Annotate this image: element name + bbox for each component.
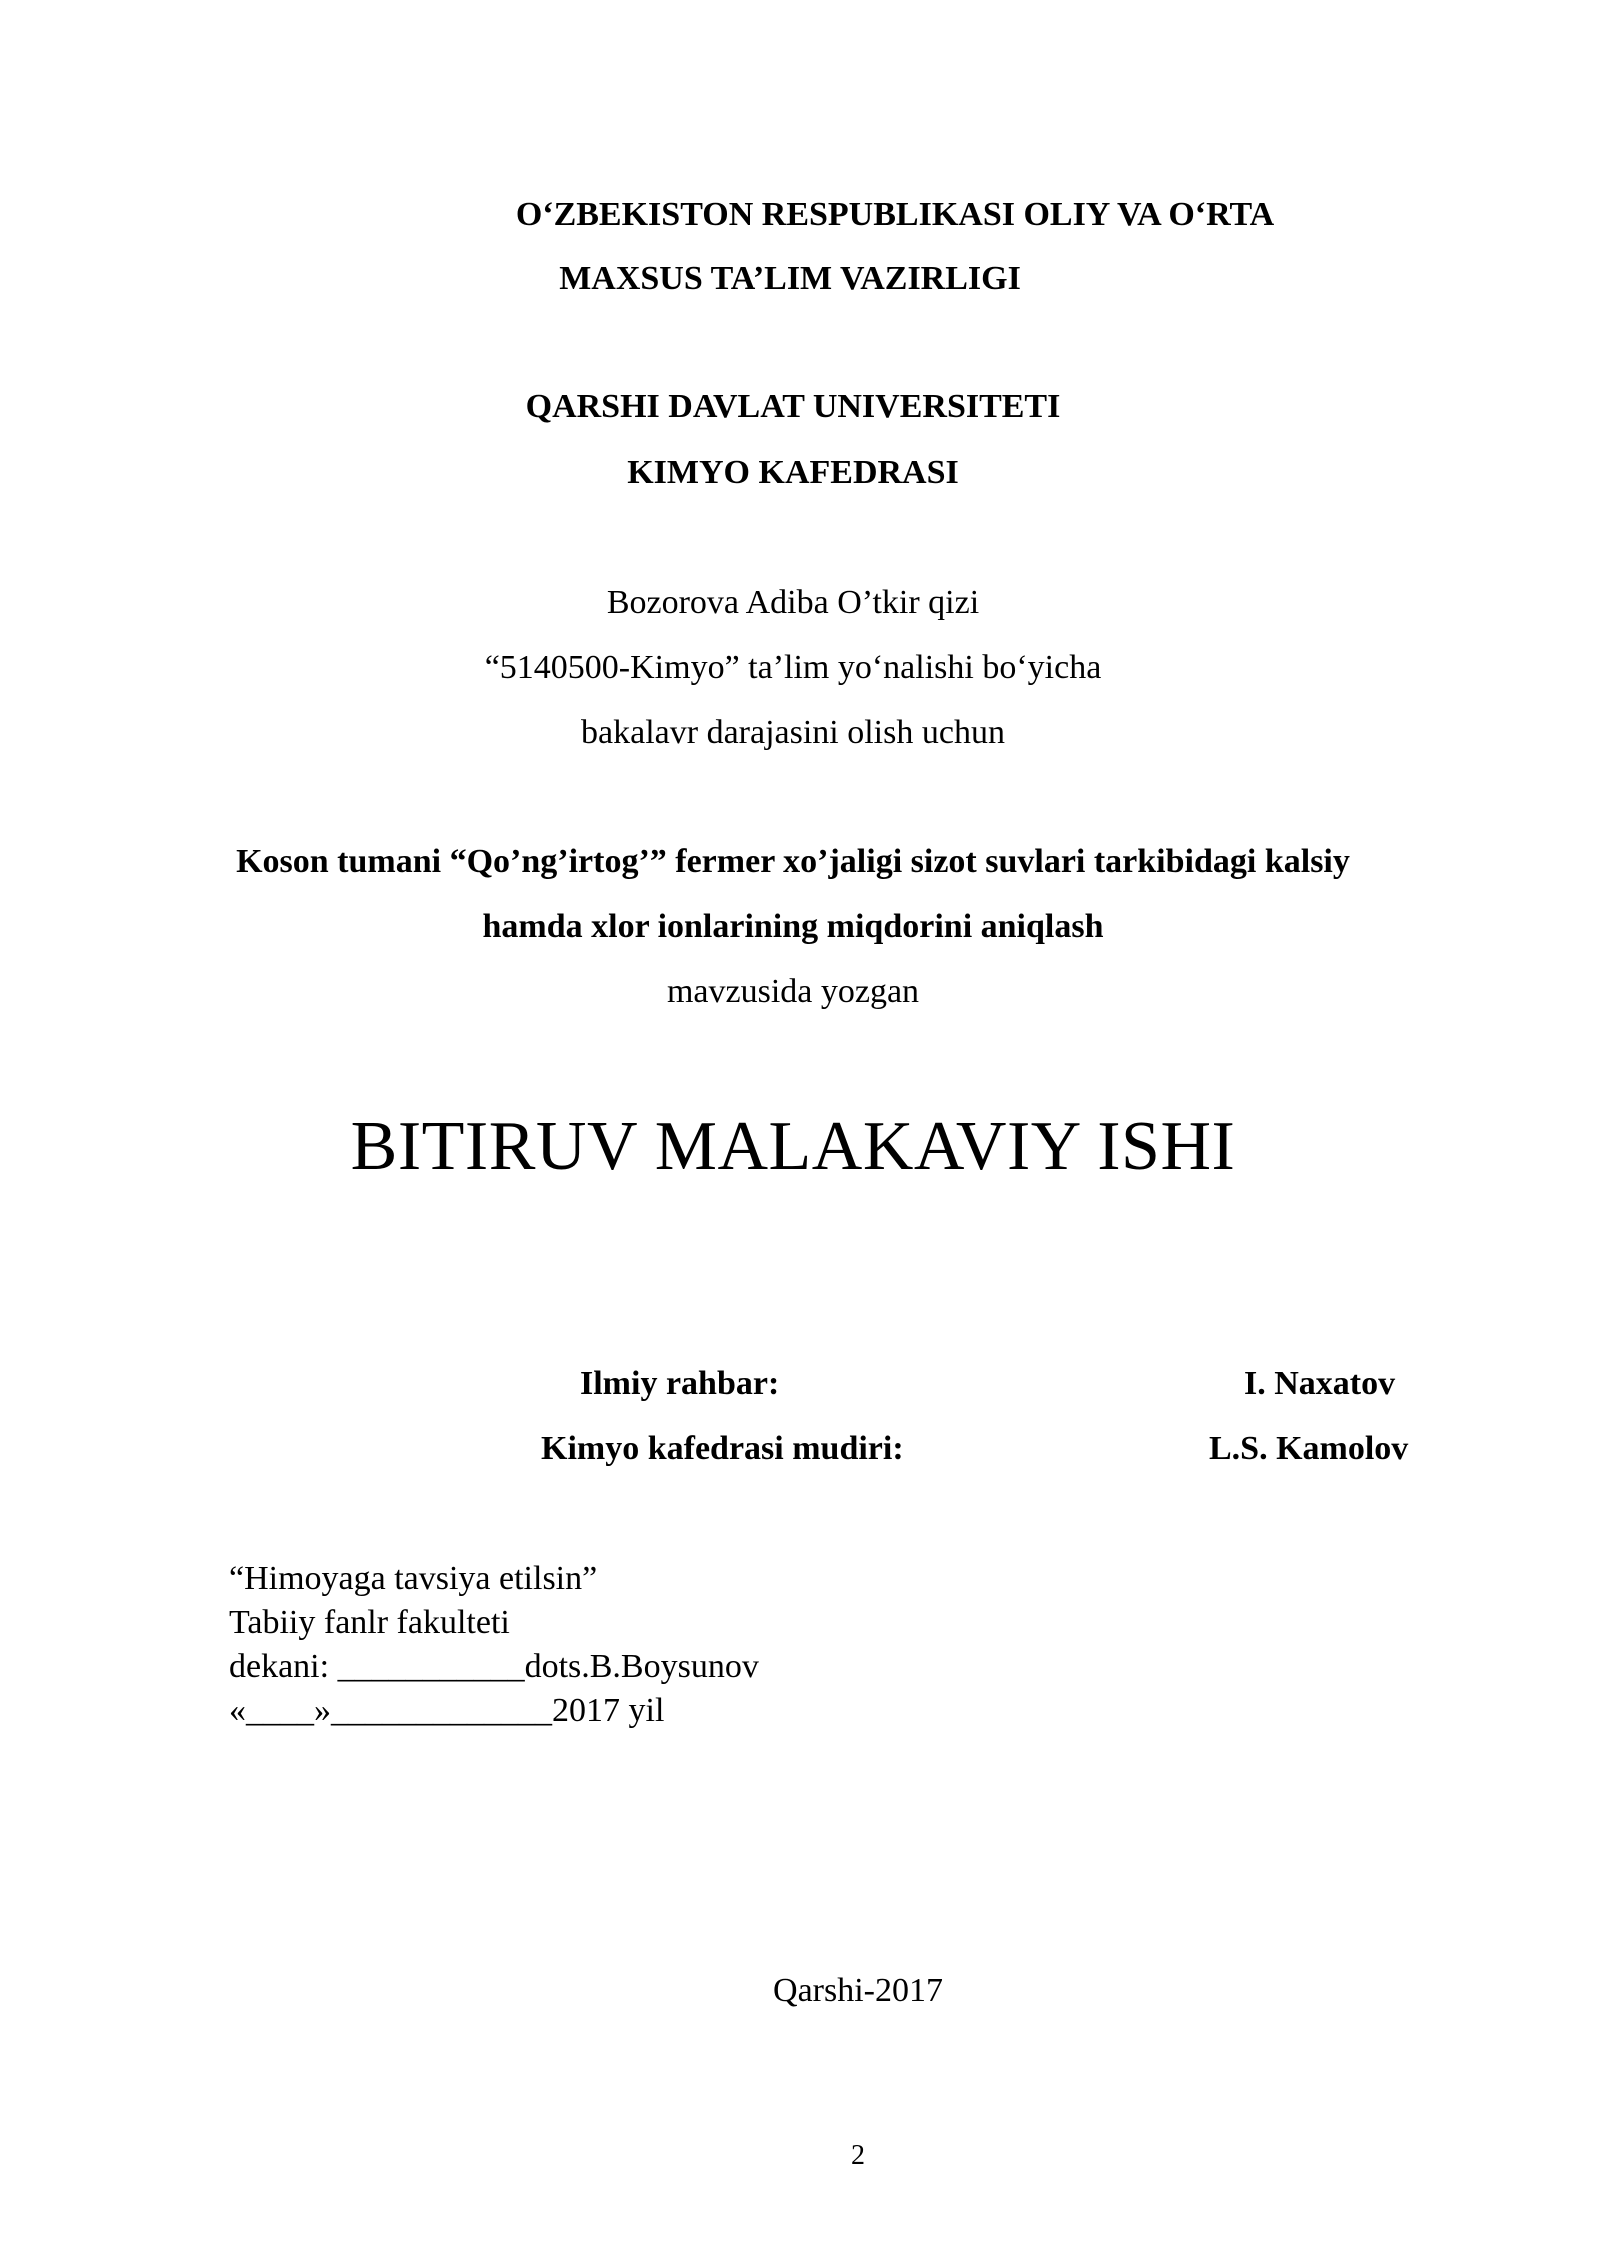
department-head-name: L.S. Kamolov [1209,1430,1409,1467]
ministry-line-1: O‘ZBEKISTON RESPUBLIKASI OLIY VA O‘RTA [515,196,1275,233]
supervisor-label: Ilmiy rahbar: [580,1365,780,1402]
approval-recommendation: “Himoyaga tavsiya etilsin” [229,1560,598,1597]
university-name: QARSHI DAVLAT UNIVERSITETI [525,388,1061,425]
department-name: KIMYO KAFEDRASI [627,454,959,491]
degree-purpose: bakalavr darajasini olish uchun [581,714,1005,751]
topic-suffix: mavzusida yozgan [666,973,920,1010]
approval-faculty: Tabiiy fanlr fakulteti [229,1604,510,1641]
author-name: Bozorova Adiba O’tkir qizi [606,584,980,621]
approval-date: «____»_____________2017 yil [229,1692,665,1729]
study-direction: “5140500-Kimyo” ta’lim yo‘nalishi bo‘yicha [484,649,1102,686]
page-number: 2 [851,2140,865,2171]
approval-dean: dekani: ___________dots.B.Boysunov [229,1648,759,1685]
supervisor-name: I. Naxatov [1244,1365,1396,1402]
topic-line-2: hamda xlor ionlarining miqdorini aniqlash [482,908,1104,945]
work-title: BITIRUV MALAKAVIY ISHI [350,1108,1236,1185]
topic-line-1: Koson tumani “Qo’ng’irtog’” fermer xo’jaligi sizot suvlari tarkibidagi kalsiy [236,843,1350,880]
city-year: Qarshi-2017 [773,1972,943,2009]
ministry-line-2: MAXSUS TA’LIM VAZIRLIGI [559,260,1021,297]
department-head-label: Kimyo kafedrasi mudiri: [541,1430,904,1467]
